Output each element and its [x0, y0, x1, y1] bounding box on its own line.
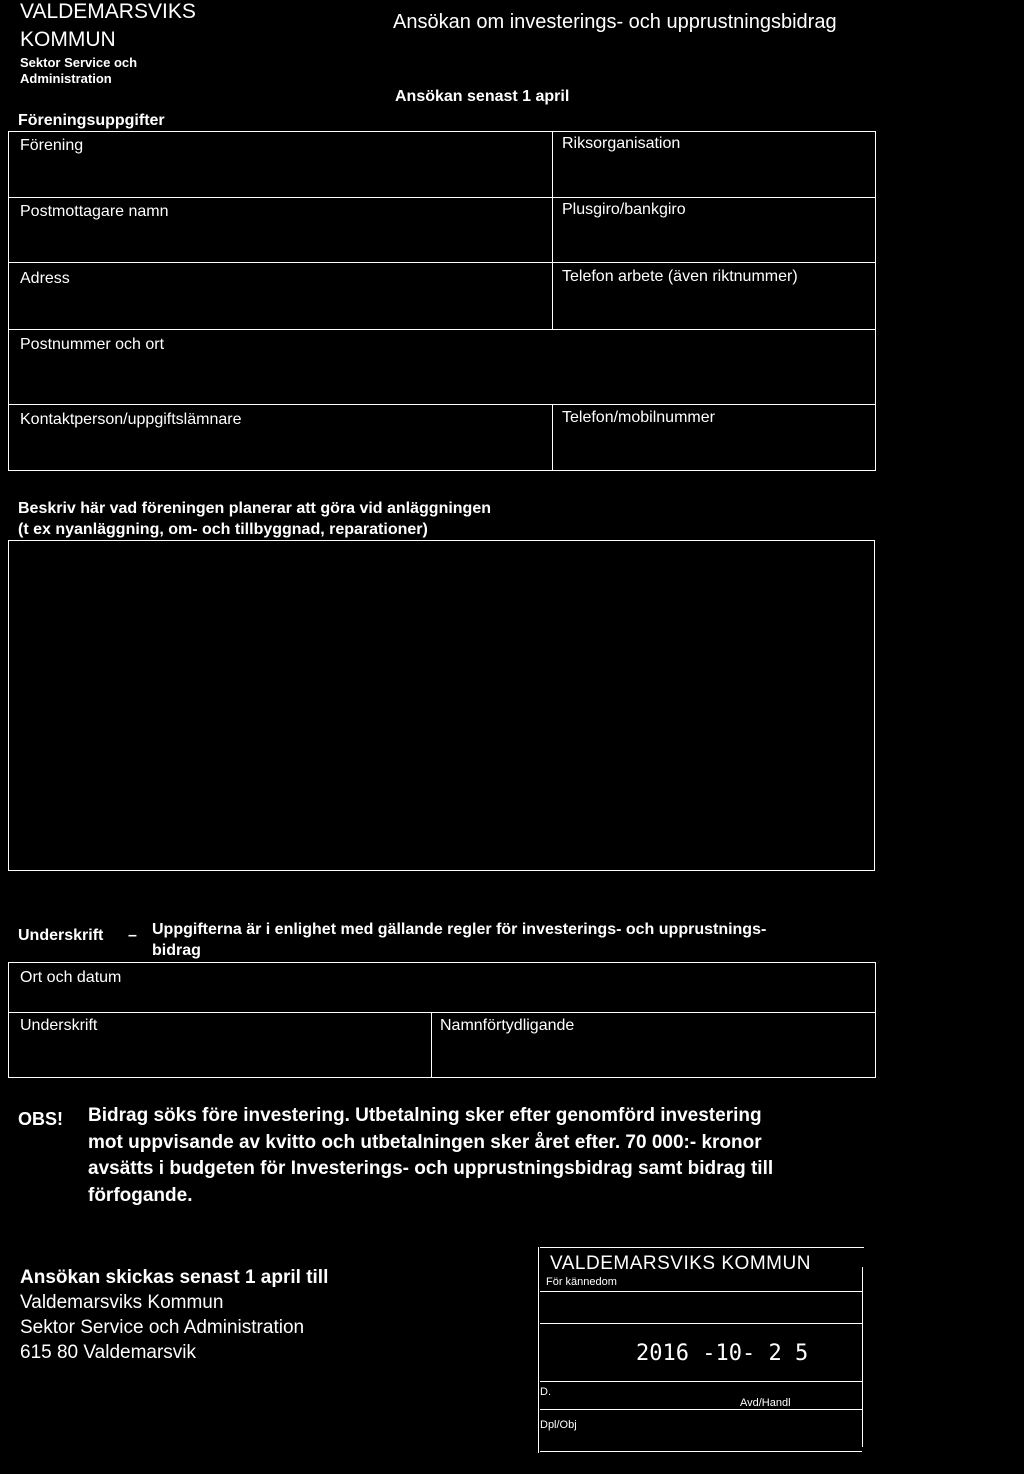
signature-table-bottom	[8, 1077, 876, 1078]
field-telefon-arbete[interactable]: Telefon arbete (även riktnummer)	[562, 268, 798, 285]
stamp-title: VALDEMARSVIKS KOMMUN	[550, 1253, 811, 1274]
signature-statement-line1: Uppgifterna är i enlighet med gällande regler för investerings- och upprustnings-	[152, 921, 767, 938]
signature-table-top	[8, 962, 876, 963]
section-heading: Föreningsuppgifter	[18, 112, 165, 129]
field-forening[interactable]: Förening	[20, 137, 84, 154]
signature-table-right	[875, 962, 876, 1078]
stamp-d-label: D.	[540, 1386, 551, 1398]
field-underskrift[interactable]: Underskrift	[20, 1017, 98, 1034]
description-heading-line1: Beskriv här vad föreningen planerar att göra vid anläggningen	[18, 500, 491, 517]
stamp-dpl-label: Dpl/Obj	[540, 1419, 577, 1431]
field-kontaktperson[interactable]: Kontaktperson/uppgiftslämnare	[20, 411, 242, 428]
signature-dash: –	[128, 927, 137, 944]
description-textarea[interactable]	[8, 540, 875, 871]
row-divider-3	[8, 329, 876, 330]
table-top-border	[8, 131, 876, 132]
field-namnfortydligande[interactable]: Namnförtydligande	[440, 1017, 575, 1034]
signature-statement-line2: bidrag	[152, 942, 201, 959]
stamp-top-border	[540, 1247, 864, 1248]
stamp-date: 2016 -10- 2 5	[636, 1341, 809, 1366]
org-sub-line2: Administration	[20, 71, 112, 86]
org-sub-line1: Sektor Service och	[20, 55, 138, 70]
org-name-line1: VALDEMARSVIKS	[20, 0, 196, 23]
send-to-line4: 615 80 Valdemarsvik	[20, 1342, 197, 1363]
table-mid-divider-upper	[552, 131, 553, 329]
signature-label: Underskrift	[18, 927, 104, 944]
send-to-line2: Valdemarsviks Kommun	[20, 1292, 224, 1313]
field-riksorganisation[interactable]: Riksorganisation	[562, 135, 681, 152]
notice-line3: avsätts i budgeten för Investerings- och upprustningsbidrag samt bidrag till	[88, 1158, 774, 1179]
row-divider-1	[8, 197, 876, 198]
notice-obs: OBS!	[18, 1109, 63, 1129]
stamp-avd-label: Avd/Handl	[740, 1397, 791, 1409]
stamp-line-4	[540, 1409, 862, 1410]
table-right-border	[875, 131, 876, 471]
field-ort-datum[interactable]: Ort och datum	[20, 969, 122, 986]
field-postnummer[interactable]: Postnummer och ort	[20, 336, 165, 353]
page-title: Ansökan om investerings- och upprustningsbidrag	[393, 11, 837, 33]
notice-line1: Bidrag söks före investering. Utbetalning sker efter genomförd investering	[88, 1105, 762, 1126]
field-mobil[interactable]: Telefon/mobilnummer	[562, 409, 715, 426]
org-name-line2: KOMMUN	[20, 28, 116, 51]
send-to-line1: Ansökan skickas senast 1 april till	[20, 1267, 329, 1288]
stamp-right-border	[862, 1267, 863, 1447]
signature-col-divider	[431, 1012, 432, 1078]
received-stamp	[536, 1247, 864, 1453]
notice-line4: förfogande.	[88, 1185, 193, 1206]
table-bottom-border	[8, 470, 876, 471]
signature-table-left	[8, 962, 9, 1078]
field-plusgiro[interactable]: Plusgiro/bankgiro	[562, 201, 686, 218]
send-to-line3: Sektor Service och Administration	[20, 1317, 305, 1338]
notice-line2: mot uppvisande av kvitto och utbetalningen sker året efter. 70 000:- kronor	[88, 1132, 762, 1153]
stamp-subtitle: För kännedom	[546, 1276, 617, 1288]
stamp-line-2	[540, 1323, 862, 1324]
table-mid-divider-lower	[552, 404, 553, 471]
field-postmottagare[interactable]: Postmottagare namn	[20, 203, 169, 220]
deadline: Ansökan senast 1 april	[395, 88, 570, 105]
stamp-line-3	[540, 1381, 862, 1382]
table-left-border	[8, 131, 9, 471]
signature-row-divider	[8, 1012, 876, 1013]
stamp-line-1	[540, 1291, 862, 1292]
row-divider-2	[8, 262, 876, 263]
description-heading-line2: (t ex nyanläggning, om- och tillbyggnad, reparationer)	[18, 521, 428, 538]
field-adress[interactable]: Adress	[20, 270, 70, 287]
stamp-left-border	[538, 1247, 539, 1453]
row-divider-4	[8, 404, 876, 405]
stamp-bottom-border	[540, 1451, 862, 1452]
